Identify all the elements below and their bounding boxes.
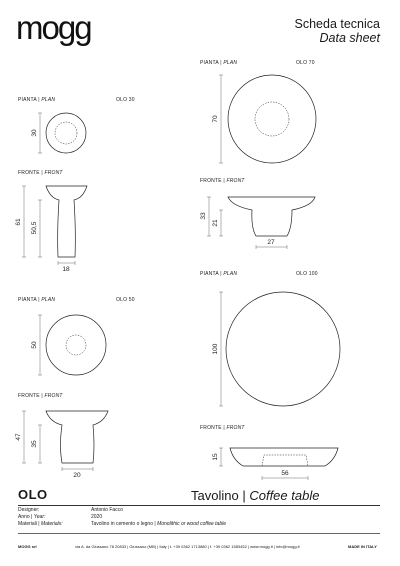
olo30-front-profile — [46, 186, 87, 257]
olo100-front-label: FRONTE | FRONT — [200, 425, 245, 431]
olo50-front-label: FRONTE | FRONT — [18, 393, 63, 399]
product-type: Tavolino | Coffee table — [191, 488, 320, 503]
olo30-base-width-dim: 18 — [62, 266, 70, 273]
olo30-plan-label: PIANTA | PLAN — [18, 97, 56, 103]
olo30-base-height-dim: 50,5 — [31, 221, 38, 235]
olo100-plan-label: PIANTA | PLAN — [200, 271, 238, 277]
olo50-plan-outline — [46, 315, 106, 375]
footer-company: MOGG srl — [18, 544, 37, 549]
footer-made-in: MADE IN ITALY — [348, 544, 377, 549]
olo100-base-width-dim: 56 — [281, 470, 289, 477]
olo30-plan-dim: 30 — [31, 129, 38, 137]
footer-address: via A. da Giussano 78 20833 | Giussano (MB) | Italy | t. +39 0362 1713880 | f. +39 0362 1583452 | www.mogg.it | info@mogg.it — [75, 544, 300, 549]
title-divider — [18, 505, 380, 506]
materials-label: Materiali | Materials: — [18, 521, 63, 527]
year-label: Anno | Year: — [18, 514, 46, 520]
olo100-plan-outline — [226, 292, 340, 406]
olo70-plan-base — [255, 102, 289, 136]
olo70-plan-outline — [228, 75, 316, 163]
designer-value: Antonio Facco — [91, 507, 123, 513]
olo50-base-height-dim: 35 — [31, 440, 38, 448]
olo70-base-height-dim: 21 — [212, 219, 219, 227]
sheet-title: Scheda tecnica — [294, 17, 380, 31]
olo50-plan-base — [66, 335, 86, 355]
olo50-plan-dim: 50 — [31, 341, 38, 349]
olo100-model-label: OLO 100 — [296, 271, 318, 277]
olo50-plan-label: PIANTA | PLAN — [18, 297, 56, 303]
olo50-base-width-dim: 20 — [73, 472, 81, 479]
olo100-plan-dim: 100 — [212, 343, 219, 355]
olo70-front-label: FRONTE | FRONT — [200, 178, 245, 184]
olo100-front-base — [262, 455, 308, 466]
sheet-subtitle: Data sheet — [319, 31, 380, 45]
olo30-front-label: FRONTE | FRONT — [18, 170, 63, 176]
olo30-plan-base — [55, 122, 77, 144]
olo70-plan-label: PIANTA | PLAN — [200, 60, 238, 66]
olo70-base-width-dim: 27 — [267, 239, 275, 246]
materials-value: Tavolino in cemento o legno | Monolithic or wood coffee table — [91, 521, 227, 527]
mogg-logo: mogg — [16, 9, 91, 46]
olo50-height-dim: 47 — [15, 433, 22, 441]
designer-label: Designer: — [18, 507, 40, 513]
olo70-model-label: OLO 70 — [296, 60, 315, 66]
product-name: OLO — [18, 487, 48, 502]
olo70-front-profile — [228, 197, 315, 236]
olo100-front-profile — [230, 448, 338, 466]
year-value: 2020 — [91, 514, 103, 520]
olo70-height-dim: 33 — [200, 212, 207, 220]
olo50-front-profile — [46, 411, 108, 463]
olo70-plan-dim: 70 — [212, 115, 219, 123]
olo30-model-label: OLO 30 — [116, 97, 135, 103]
olo30-height-dim: 61 — [15, 218, 22, 226]
olo50-model-label: OLO 50 — [116, 297, 135, 303]
olo100-height-dim: 15 — [212, 453, 219, 461]
olo30-plan-outline — [46, 113, 86, 153]
